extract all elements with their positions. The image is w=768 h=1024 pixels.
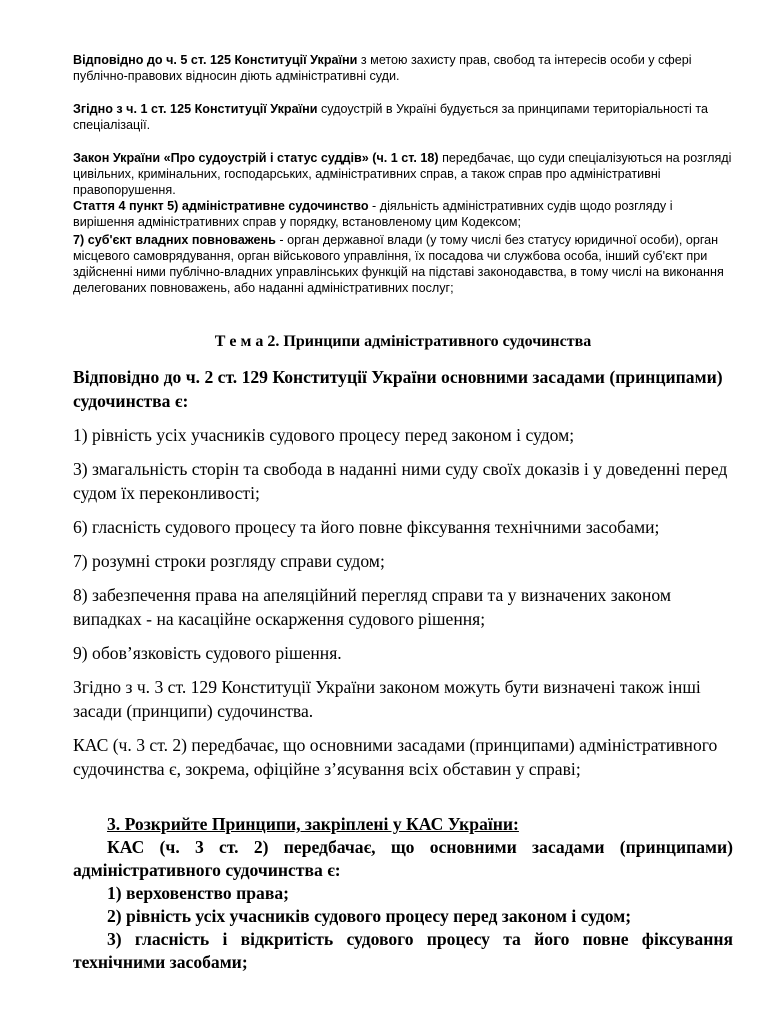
section-3-heading (73, 813, 733, 836)
principle-item-8: 8) забезпечення права на апеляційний перегляд справи та у визначених законом випадках - на касаційне оскарження судового рішення; (73, 585, 671, 629)
section-3-heading-text: 3. Розкрийте Принципи, закріплені у КАС України: (107, 814, 519, 834)
topic-label: Т е м а (214, 333, 264, 350)
citation-bold: Відповідно до ч. 5 ст. 125 Конституції України (73, 53, 358, 67)
citation-bold: Закон України «Про судоустрій і статус суддів» (ч. 1 ст. 18) (73, 151, 439, 165)
paragraph-judiciary-law (73, 150, 733, 198)
term-bold: 7) суб'єкт владних повноважень (73, 233, 276, 247)
paragraph-article-4-5 (73, 198, 733, 230)
paragraph-kas-official: КАС (ч. 3 ст. 2) передбачає, що основними засадами (принципами) адміністративного судочинства є, зокрема, офіційне з’ясування всіх обставин у справі; (73, 735, 718, 779)
paragraph-text: судоустрій в Україні будується за принципами територіальності та спеціалізації. (73, 102, 708, 132)
paragraph-text: - орган державної влади (у тому числі без статусу юридичної особи), орган місцевого самоврядування, орган військового управління, їх посадова чи службова особа, інший суб'єкт при здійсненні ними публічно-владних управлінських функцій на підставі законодавства, в тому числі на виконання делегованих повноважень, або наданні адміністративних послуг; (73, 233, 724, 295)
kas-principle-3: 3) гласність і відкритість судового процесу та його повне фіксування технічними засобами; (73, 929, 733, 972)
citation-bold: Стаття 4 пункт 5) адміністративне судочинство (73, 199, 369, 213)
constitution-intro: Відповідно до ч. 2 ст. 129 Конституції України основними засадами (принципами) судочинства є: (73, 367, 723, 411)
paragraph-text: передбачає, що суди спеціалізуються на розгляді цивільних, кримінальних, господарських, адміністративних справ, а також справ про адміністративні правопорушення. (73, 151, 732, 197)
principle-item-7: 7) розумні строки розгляду справи судом; (73, 551, 385, 571)
kas-principle-2: 2) рівність усіх учасників судового процесу перед законом і судом; (107, 906, 632, 926)
topic-title: 2. Принципи адміністративного судочинства (263, 333, 592, 350)
paragraph-text: з метою захисту прав, свобод та інтересів особи у сфері публічно-правових відносин діють адміністративні суди. (73, 53, 692, 83)
principle-item-1: 1) рівність усіх учасників судового процесу перед законом і судом; (73, 425, 575, 445)
paragraph-court-system (73, 101, 733, 133)
kas-principles-intro: КАС (ч. 3 ст. 2) передбачає, що основними засадами (принципами) адміністративного судочинства є: (73, 837, 733, 880)
principle-item-9: 9) обов’язковість судового рішення. (73, 643, 342, 663)
citation-bold: Згідно з ч. 1 ст. 125 Конституції України (73, 102, 318, 116)
topic-heading (73, 331, 733, 353)
kas-principle-1: 1) верховенство права; (107, 883, 289, 903)
principle-item-6: 6) гласність судового процесу та його повне фіксування технічними засобами; (73, 517, 660, 537)
principle-item-3: 3) змагальність сторін та свобода в наданні ними суду своїх доказів і у доведенні перед судом їх переконливості; (73, 459, 728, 503)
paragraph-admin-courts (73, 52, 733, 84)
paragraph-authority-subject (73, 232, 733, 296)
paragraph-other-principles: Згідно з ч. 3 ст. 129 Конституції України законом можуть бути визначені також інші засади (принципи) судочинства. (73, 677, 701, 721)
paragraph-text: - діяльність адміністративних судів щодо розгляду і вирішення адміністративних справ у порядку, встановленому цим Кодексом; (73, 199, 673, 229)
